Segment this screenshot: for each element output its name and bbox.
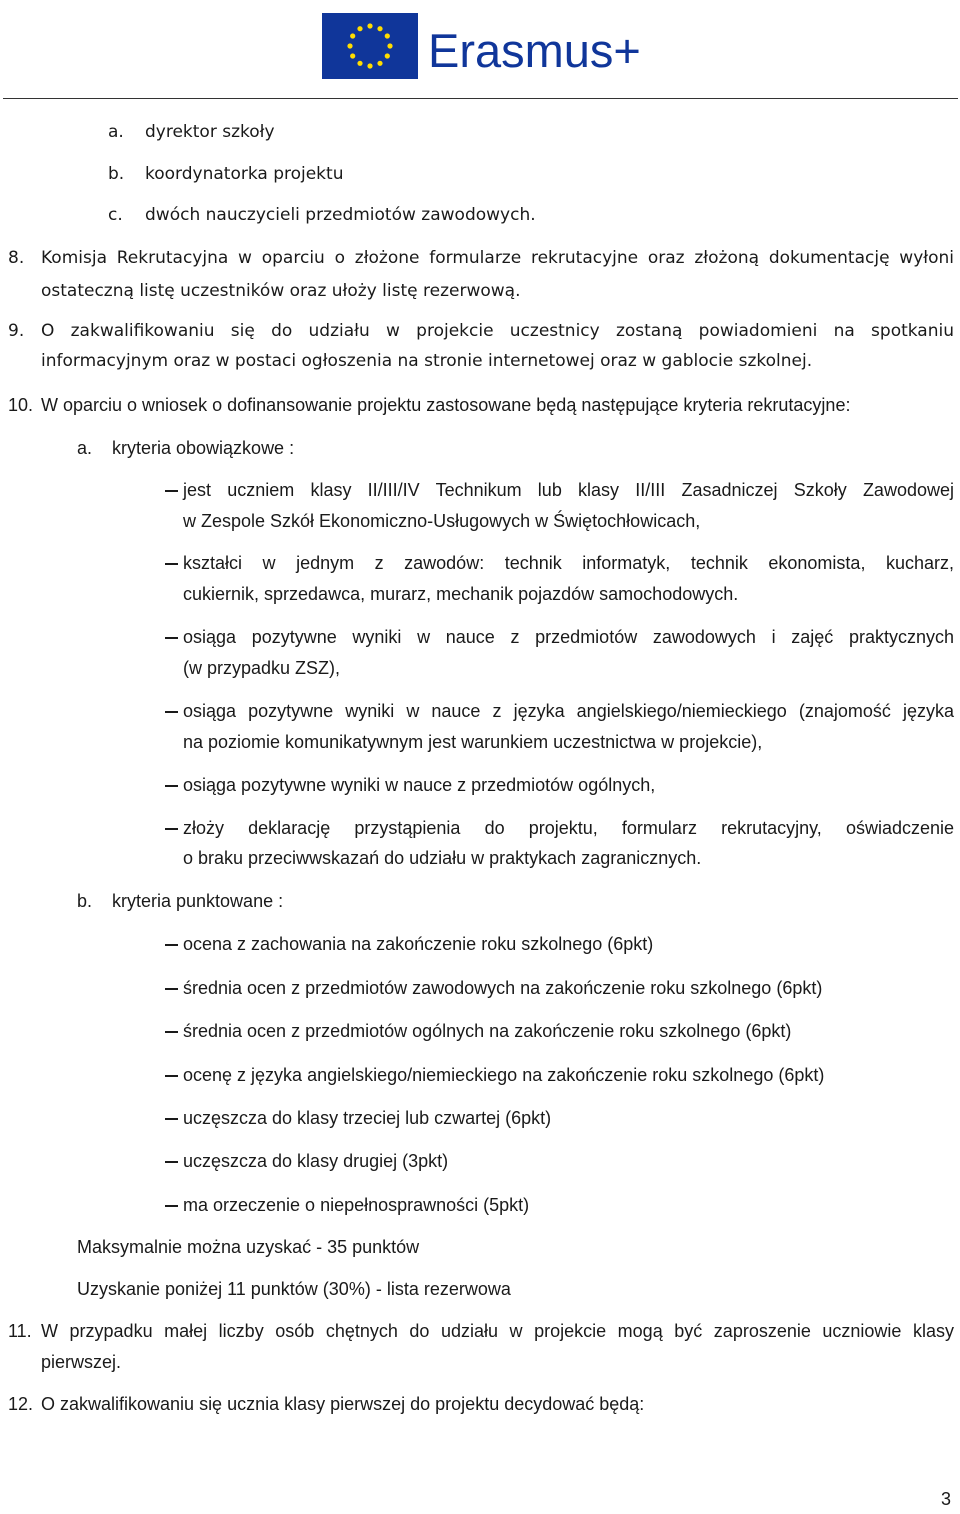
dash-bullet-icon <box>165 785 178 787</box>
bullet-line: ocenę z języka angielskiego/niemieckiego na zakończenie roku szkolnego (6pkt) <box>183 1065 825 1085</box>
dash-bullet-icon <box>165 944 178 946</box>
bullet-line: średnia ocen z przedmiotów ogólnych na zakończenie roku szkolnego (6pkt) <box>183 1021 792 1041</box>
dash-bullet-icon <box>165 490 178 492</box>
item-marker: 11. <box>8 1321 32 1341</box>
section-heading: kryteria obowiązkowe : <box>112 438 295 458</box>
paragraph-line: O zakwalifikowaniu się ucznia klasy pierwszej do projektu decydować będą: <box>41 1394 645 1414</box>
dash-bullet-icon <box>165 988 178 990</box>
bullet-line: złoży deklarację przystąpienia do projektu, formularz rekrutacyjny, oświadczenie <box>183 818 954 838</box>
list-item: koordynatorka projektu <box>145 164 344 184</box>
paragraph-line: W przypadku małej liczby osób chętnych do udziału w projekcie mogą być zaproszenie uczniowie klasy <box>41 1321 954 1341</box>
max-points-note: Maksymalnie można uzyskać - 35 punktów <box>77 1237 420 1257</box>
bullet-line: uczęszcza do klasy drugiej (3pkt) <box>183 1151 449 1171</box>
list-item-marker: a. <box>108 122 124 142</box>
bullet-line: średnia ocen z przedmiotów zawodowych na zakończenie roku szkolnego (6pkt) <box>183 978 823 998</box>
bullet-line: o braku przeciwwskazań do udziału w praktykach zagranicznych. <box>183 848 702 868</box>
dash-bullet-icon <box>165 1205 178 1207</box>
bullet-line: osiąga pozytywne wyniki w nauce z przedmiotów ogólnych, <box>183 775 656 795</box>
paragraph-line: ostateczną listę uczestników oraz ułoży listę rezerwową. <box>41 281 521 301</box>
dash-bullet-icon <box>165 1031 178 1033</box>
dash-bullet-icon <box>165 637 178 639</box>
dash-bullet-icon <box>165 1161 178 1163</box>
dash-bullet-icon <box>165 1075 178 1077</box>
erasmus-logo-text: Erasmus+ <box>428 24 641 77</box>
eu-flag-icon <box>322 13 418 79</box>
list-item: dyrektor szkoły <box>145 122 275 142</box>
bullet-line: ma orzeczenie o niepełnosprawności (5pkt) <box>183 1195 530 1215</box>
item-marker: 12. <box>8 1394 34 1414</box>
bullet-line: (w przypadku ZSZ), <box>183 658 341 678</box>
paragraph-line: informacyjnym oraz w postaci ogłoszenia na stronie internetowej oraz w gablocie szkolnej. <box>41 351 813 371</box>
dash-bullet-icon <box>165 711 178 713</box>
paragraph-line: Komisja Rekrutacyjna w oparciu o złożone formularze rekrutacyjne oraz złożoną dokumentację wyłoni <box>41 248 954 268</box>
bullet-line: na poziomie komunikatywnym jest warunkiem uczestnictwa w projekcie), <box>183 732 763 752</box>
dash-bullet-icon <box>165 1118 178 1120</box>
bullet-line: ocena z zachowania na zakończenie roku szkolnego (6pkt) <box>183 934 654 954</box>
bullet-line: w Zespole Szkół Ekonomiczno-Usługowych w Świętochłowicach, <box>183 511 701 531</box>
list-item-marker: c. <box>108 205 123 225</box>
erasmus-logo <box>322 12 642 84</box>
dash-bullet-icon <box>165 828 178 830</box>
reserve-list-note: Uzyskanie poniżej 11 punktów (30%) - lista rezerwowa <box>77 1279 511 1299</box>
bullet-line: osiąga pozytywne wyniki w nauce z przedmiotów zawodowych i zajęć praktycznych <box>183 627 954 647</box>
paragraph-line: O zakwalifikowaniu się do udziału w projekcie uczestnicy zostaną powiadomieni na spotkaniu <box>41 321 954 341</box>
paragraph-line: W oparciu o wniosek o dofinansowanie projektu zastosowane będą następujące kryteria rekrutacyjne: <box>41 395 851 415</box>
item-marker: 8. <box>8 248 25 268</box>
page-number: 3 <box>941 1489 952 1509</box>
item-marker: 9. <box>8 321 25 341</box>
header-divider <box>3 98 958 99</box>
bullet-line: jest uczniem klasy II/III/IV Technikum lub klasy II/III Zasadniczej Szkoły Zawodowej <box>183 480 954 500</box>
bullet-line: osiąga pozytywne wyniki w nauce z języka angielskiego/niemieckiego (znajomość języka <box>183 701 954 721</box>
paragraph-line: pierwszej. <box>41 1352 122 1372</box>
list-item-marker: b. <box>108 164 125 184</box>
dash-bullet-icon <box>165 563 178 565</box>
section-heading: kryteria punktowane : <box>112 891 284 911</box>
item-marker: 10. <box>8 395 34 415</box>
bullet-line: uczęszcza do klasy trzeciej lub czwartej (6pkt) <box>183 1108 552 1128</box>
sublist-marker: b. <box>77 891 93 911</box>
sublist-marker: a. <box>77 438 93 458</box>
list-item: dwóch nauczycieli przedmiotów zawodowych. <box>145 205 536 225</box>
bullet-line: cukiernik, sprzedawca, murarz, mechanik pojazdów samochodowych. <box>183 584 739 604</box>
bullet-line: kształci w jednym z zawodów: technik informatyk, technik ekonomista, kucharz, <box>183 553 954 573</box>
